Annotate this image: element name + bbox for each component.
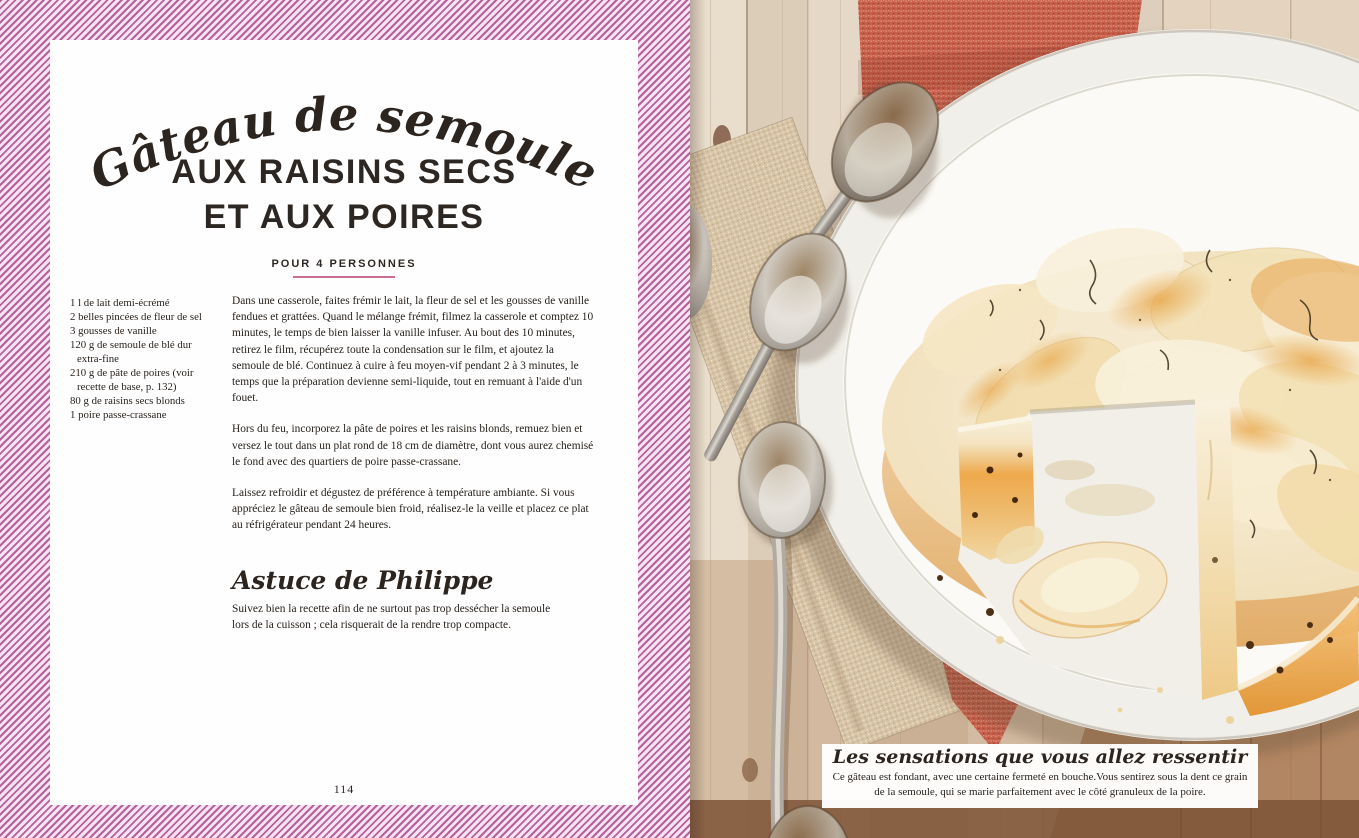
recipe-title xyxy=(50,150,638,240)
page-number: 114 xyxy=(333,782,355,796)
servings-block xyxy=(50,258,638,278)
ingredient-item: 1 l de lait demi-écrémé xyxy=(70,297,170,309)
method-step: Hors du feu, incorporez la pâte de poires et les raisins blonds, remuez bien et versez le tout dans un plat rond de 18 cm de diamètre, dont vous aurez chemisé le fond avec des quartiers de poire passe-crassane. xyxy=(232,423,594,468)
chef-tip xyxy=(232,563,594,633)
ingredient-item: 80 g de raisins secs blonds xyxy=(70,395,185,408)
method-step: Dans une casserole, faites frémir le lait, la fleur de sel et les gousses de vanille fendues et grattées. Quand le mélange frémit, filmez la casserole et comptez 10 minutes, le temps de bien laisser la vanille infuser. Au bout des 10 minutes, retirez le film, récupérez toute la condensation sur le film, et ajoutez la semoule de blé. Continuez à cuire à feu moyen-vif pendant 2 à 3 minutes, le temps que la préparation devienne semi-liquide, tout en remuant à l'aide d'un fouet. xyxy=(232,295,594,405)
cake-photo-illustration xyxy=(690,0,1359,838)
recipe-columns xyxy=(70,293,618,633)
left-page-content xyxy=(50,40,638,805)
recipe-title-line1: AUX RAISINS SECS xyxy=(171,153,517,191)
caption-box xyxy=(822,744,1258,808)
caption-body: Ce gâteau est fondant, avec une certaine fermeté en bouche.Vous sentirez sous la dent ce grain de la semoule, qui se marie parfaitement avec le côté granuleux de la poire. xyxy=(832,770,1248,798)
ingredient-item: 2 belles pincées de fleur de sel xyxy=(70,311,202,324)
ingredient-item: 3 gousses de vanille xyxy=(70,325,157,338)
ingredient-item: 210 g de pâte de poires (voir recette de base, p. 132) xyxy=(70,367,194,394)
ingredients-list xyxy=(70,293,212,633)
servings-underline xyxy=(293,276,395,278)
recipe-title-line2: ET AUX POIRES xyxy=(203,198,485,237)
method-column xyxy=(232,293,594,633)
right-photo-page xyxy=(690,0,1359,838)
chef-tip-body: Suivez bien la recette afin de ne surtout pas trop dessécher la semoule lors de la cuisson ; cela risquerait de la rendre trop compacte. xyxy=(232,602,551,632)
method-step: Laissez refroidir et dégustez de préférence à température ambiante. Si vous appréciez le gâteau de semoule bien froid, réalisez-le la veille et placez ce plat au réfrigérateur pendant 24 heures. xyxy=(232,486,589,532)
chef-tip-heading: Astuce de Philippe xyxy=(232,566,494,596)
ingredient-item: 120 g de semoule de blé dur extra-fine xyxy=(70,339,192,366)
servings-label: POUR 4 PERSONNES xyxy=(271,258,417,270)
caption-heading: Les sensations que vous allez ressentir xyxy=(832,746,1248,768)
recipe-script-title-text: Gâteau de semoule xyxy=(81,86,607,198)
ingredient-item: 1 poire passe-crassane xyxy=(70,409,167,422)
